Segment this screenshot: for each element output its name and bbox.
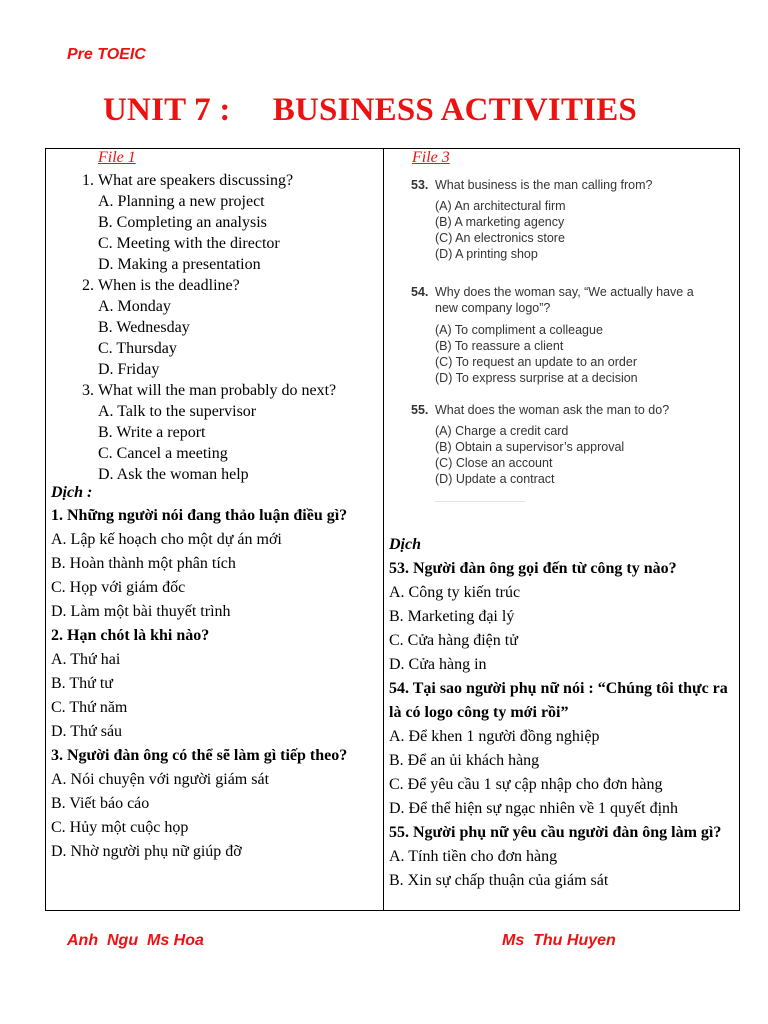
question-block (76, 170, 381, 275)
translated-question: 55. Người phụ nữ yêu cầu người đàn ông làm gì? (389, 824, 722, 841)
translated-option: B. Thứ tư (51, 675, 113, 692)
translated-option: B. Marketing đại lý (389, 608, 515, 625)
translated-option: A. Để khen 1 người đồng nghiệp (389, 728, 600, 745)
left-translation (51, 482, 376, 864)
scanned-option: (A) To compliment a colleague (435, 323, 603, 337)
scanned-option: (B) Obtain a supervisor’s approval (435, 440, 625, 454)
scanned-question (411, 402, 711, 487)
dich-label: Dịch : (51, 484, 93, 501)
translated-option: A. Thứ hai (51, 651, 121, 668)
translated-question: 3. Người đàn ông có thể sẽ làm gì tiếp theo? (51, 747, 348, 764)
scanned-question-text: What does the woman ask the man to do? (435, 403, 670, 417)
translated-question: 54. Tại sao người phụ nữ nói : “Chúng tôi thực ra là có logo công ty mới rồi” (389, 680, 728, 721)
scanned-option: (C) An electronics store (435, 231, 565, 245)
option: D. Ask the woman help (98, 466, 249, 483)
option: A. Planning a new project (98, 193, 265, 210)
translated-option: C. Họp với giám đốc (51, 579, 186, 596)
question-block (76, 275, 381, 380)
scanned-question (411, 284, 711, 386)
translated-question: 1. Những người nói đang thảo luận điều gì? (51, 507, 348, 524)
translated-option: D. Cửa hàng in (389, 656, 487, 673)
option: B. Write a report (98, 424, 206, 441)
scanned-option: (A) An architectural firm (435, 199, 566, 213)
scanned-questions-image (411, 177, 711, 502)
question-text: What will the man probably do next? (98, 382, 337, 399)
file-3-label: File 3 (412, 149, 450, 166)
scanned-option: (B) To reassure a client (435, 339, 564, 353)
translated-option: C. Thứ năm (51, 699, 128, 716)
scan-rule (435, 501, 525, 502)
option: D. Making a presentation (98, 256, 261, 273)
pre-toeic-label: Pre TOEIC (67, 46, 146, 63)
option: A. Talk to the supervisor (98, 403, 257, 420)
column-divider (383, 149, 384, 910)
right-translation (389, 533, 739, 893)
option: B. Wednesday (98, 319, 190, 336)
translated-option: B. Để an ủi khách hàng (389, 752, 540, 769)
translated-option: D. Thứ sáu (51, 723, 123, 740)
english-questions (76, 170, 381, 485)
translated-option: D. Để thể hiện sự ngạc nhiên về 1 quyết định (389, 800, 679, 817)
translated-option: D. Nhờ người phụ nữ giúp đỡ (51, 843, 242, 860)
translated-question: 2. Hạn chót là khi nào? (51, 627, 210, 644)
scanned-option: (C) Close an account (435, 456, 553, 470)
file-1-label: File 1 (98, 149, 136, 166)
translated-option: B. Xin sự chấp thuận của giám sát (389, 872, 609, 889)
translated-option: B. Viết báo cáo (51, 795, 150, 812)
translated-option: A. Lập kế hoạch cho một dự án mới (51, 531, 282, 548)
content-table (45, 148, 740, 911)
scanned-option: (D) To express surprise at a decision (435, 371, 638, 385)
translated-question: 53. Người đàn ông gọi đến từ công ty nào? (389, 560, 677, 577)
scanned-option: (D) A printing shop (435, 247, 538, 261)
translated-option: C. Hủy một cuộc họp (51, 819, 189, 836)
scanned-question-number: 54. (411, 285, 429, 299)
left-column (51, 149, 381, 910)
translated-option: D. Làm một bài thuyết trình (51, 603, 231, 620)
question-number: 2. (82, 277, 94, 294)
option: D. Friday (98, 361, 160, 378)
right-column (389, 149, 739, 910)
question-number: 1. (82, 172, 94, 189)
footer-right: Ms Thu Huyen (502, 932, 616, 949)
scanned-question-text: Why does the woman say, “We actually have a new company logo”? (435, 285, 694, 315)
scanned-option: (D) Update a contract (435, 472, 555, 486)
page-title: UNIT 7 : BUSINESS ACTIVITIES (103, 92, 637, 128)
question-block (76, 380, 381, 485)
question-text: What are speakers discussing? (98, 172, 294, 189)
footer-left: Anh Ngu Ms Hoa (67, 932, 204, 949)
scanned-option: (A) Charge a credit card (435, 424, 569, 438)
scanned-question (411, 177, 711, 262)
scanned-option: (B) A marketing agency (435, 215, 565, 229)
question-number: 3. (82, 382, 94, 399)
translated-option: C. Để yêu cầu 1 sự cập nhập cho đơn hàng (389, 776, 663, 793)
translated-option: B. Hoàn thành một phân tích (51, 555, 236, 572)
option: C. Cancel a meeting (98, 445, 228, 462)
question-text: When is the deadline? (98, 277, 240, 294)
scanned-question-text: What business is the man calling from? (435, 178, 653, 192)
translated-option: A. Công ty kiến trúc (389, 584, 521, 601)
option: C. Meeting with the director (98, 235, 280, 252)
translated-option: C. Cửa hàng điện tử (389, 632, 518, 649)
translated-option: A. Tính tiền cho đơn hàng (389, 848, 558, 865)
option: A. Monday (98, 298, 171, 315)
option: B. Completing an analysis (98, 214, 267, 231)
translated-option: A. Nói chuyện với người giám sát (51, 771, 270, 788)
scanned-option: (C) To request an update to an order (435, 355, 637, 369)
dich-label: Dịch (389, 536, 421, 553)
option: C. Thursday (98, 340, 177, 357)
scanned-question-number: 53. (411, 178, 429, 192)
scanned-question-number: 55. (411, 403, 429, 417)
